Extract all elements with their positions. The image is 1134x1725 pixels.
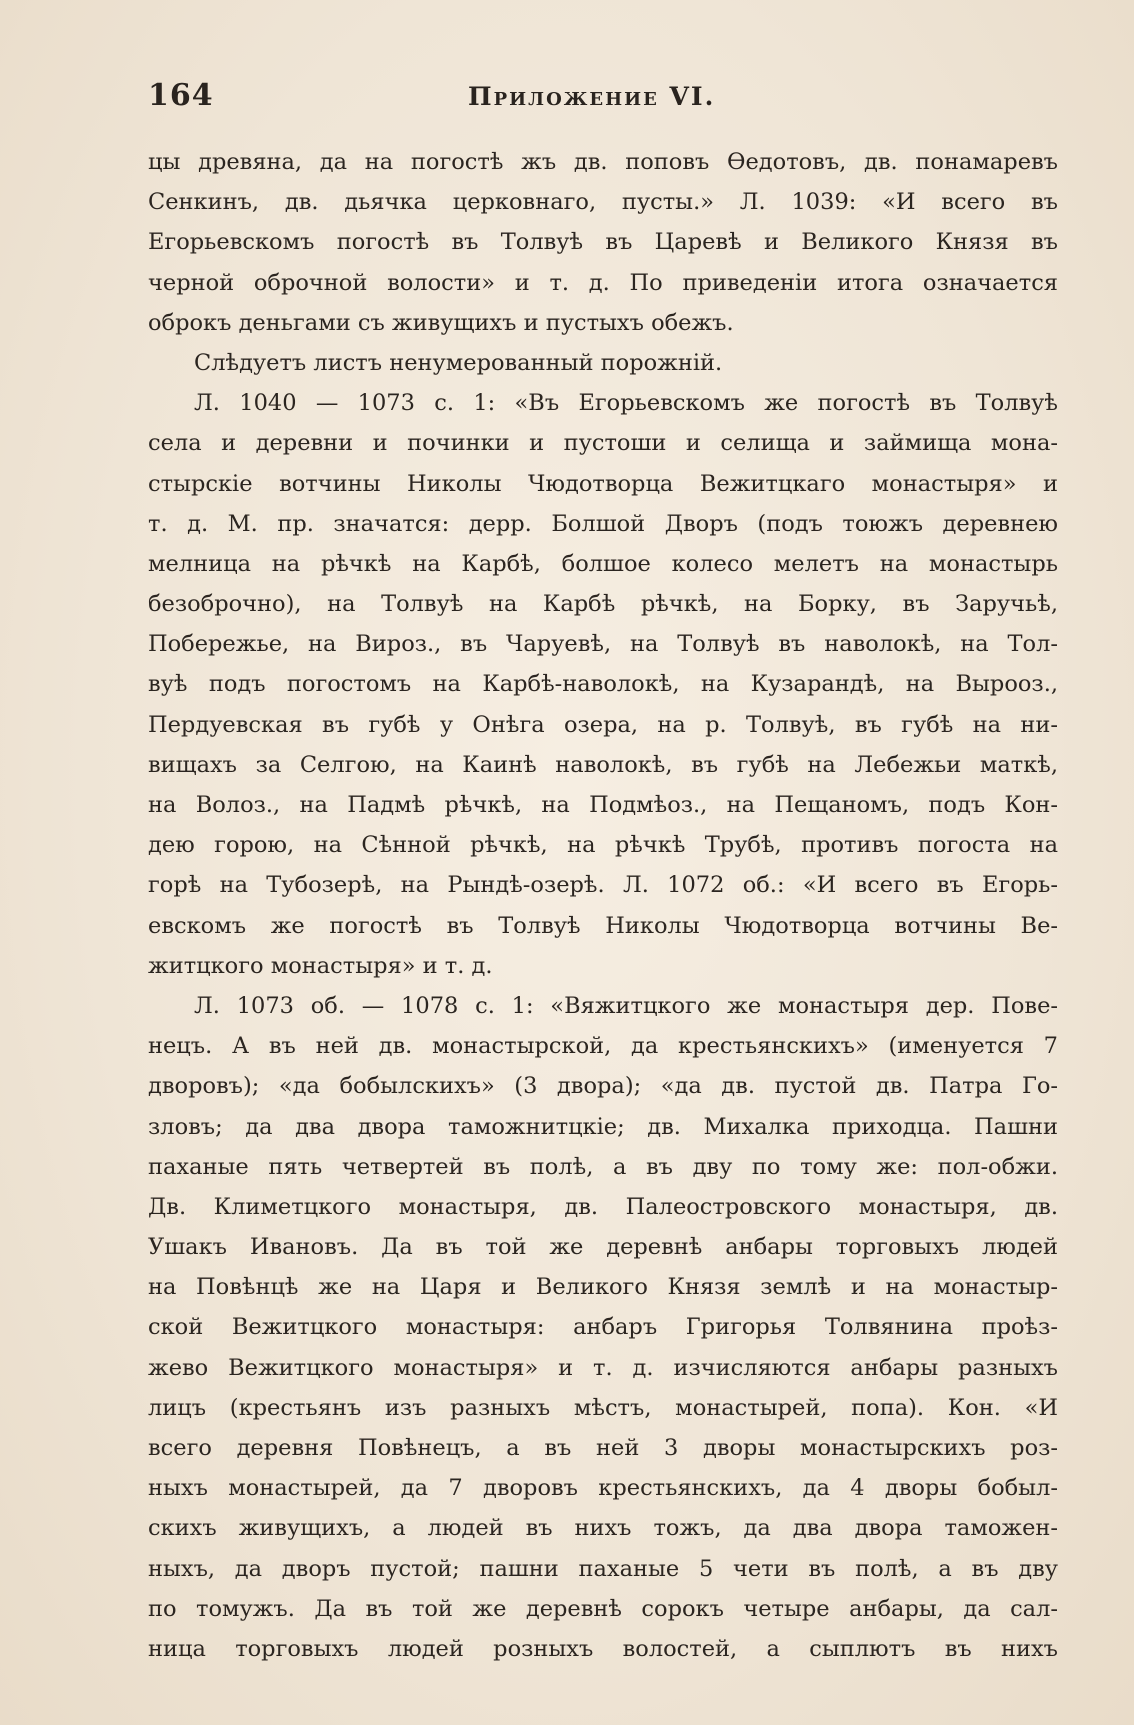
text-line: ныхъ, да дворъ пустой; пашни паханые 5 чети въ полѣ, а въ дву [148,1555,1058,1582]
page-header [148,78,1058,118]
text-line: мелница на рѣчкѣ на Карбѣ, болшое колесо мелетъ на монастырь [148,550,1058,577]
text-line: Сенкинъ, дв. дьячка церковнаго, пусты.» Л. 1039: «И всего въ [148,189,1058,216]
text-line: стырскіе вотчины Николы Чюдотворца Вежитцкаго монастыря» и [148,470,1058,497]
text-line: Дв. Климетцкого монастыря, дв. Палеостровского монастыря, дв. [148,1193,1058,1220]
text-line: зловъ; да два двора таможнитцкіе; дв. Михалка приходца. Пашни [148,1113,1058,1140]
text-line: Л. 1040 — 1073 с. 1: «Въ Егорьевскомъ же погостѣ въ Толвуѣ [194,390,1058,417]
text-line: Слѣдуетъ листъ ненумерованный порожній. [194,349,723,376]
text-line: вуѣ подъ погостомъ на Карбѣ-наволокѣ, на Кузарандѣ, на Вырооз., [148,671,1058,698]
text-line: цы древяна, да на погостѣ жъ дв. поповъ Ѳедотовъ, дв. понамаревъ [148,149,1058,175]
text-line: т. д. М. пр. значатся: дерр. Болшой Дворъ (подъ тоюжъ деревнею [148,510,1058,537]
text-line: горѣ на Тубозерѣ, на Рындѣ-озерѣ. Л. 1072 об.: «И всего въ Егорь- [148,872,1058,899]
text-line: оброкъ деньгами съ живущихъ и пустыхъ обежъ. [148,309,734,336]
text-line: Побережье, на Вироз., въ Чаруевѣ, на Толвуѣ въ наволокѣ, на Тол- [148,631,1058,658]
text-line: на Повѣнцѣ же на Царя и Великого Князя землѣ и на монастыр- [148,1274,1058,1301]
text-line: житцкого монастыря» и т. д. [148,952,493,979]
text-line: Л. 1073 об. — 1078 с. 1: «Вяжитцкого же монастыря дер. Пове- [194,992,1058,1019]
page-number: 164 [148,78,214,113]
text-line: лицъ (крестьянъ изъ разныхъ мѣстъ, монастырей, попа). Кон. «И [148,1394,1058,1421]
text-line: жево Вежитцкого монастыря» и т. д. изчисляются анбары разныхъ [148,1354,1058,1381]
text-line: села и деревни и починки и пустоши и селища и займища мона- [148,430,1058,457]
text-line: ница торговыхъ людей розныхъ волостей, а сыплютъ въ нихъ [148,1635,1058,1662]
text-line: по томужъ. Да въ той же деревнѣ сорокъ четыре анбары, да сал- [148,1595,1058,1622]
text-line: ской Вежитцкого монастыря: анбаръ Григорья Толвянина проѣз- [148,1314,1058,1341]
running-head: Приложение VI. [468,82,716,111]
text-line: ныхъ монастырей, да 7 дворовъ крестьянскихъ, да 4 дворы бобыл- [148,1475,1058,1502]
text-line: безоброчно), на Толвуѣ на Карбѣ рѣчкѣ, на Борку, въ Заручьѣ, [148,591,1058,618]
text-line: всего деревня Повѣнецъ, а въ ней 3 дворы монастырскихъ роз- [148,1435,1058,1461]
text-line: евскомъ же погостѣ въ Толвуѣ Николы Чюдотворца вотчины Ве- [148,912,1058,939]
text-line: скихъ живущихъ, а людей въ нихъ тожъ, да два двора таможен- [148,1515,1058,1542]
text-line: на Волоз., на Падмѣ рѣчкѣ, на Подмѣоз., на Пещаномъ, подъ Кон- [148,792,1058,818]
text-line: черной оброчной волости» и т. д. По приведеніи итога означается [148,269,1058,296]
text-line: вищахъ за Селгою, на Каинѣ наволокѣ, въ губѣ на Лебежьи маткѣ, [148,751,1058,778]
text-line: Ушакъ Ивановъ. Да въ той же деревнѣ анбары торговыхъ людей [148,1234,1058,1261]
text-line: Егорьевскомъ погостѣ въ Толвуѣ въ Царевѣ и Великого Князя въ [148,229,1058,256]
text-line: дворовъ); «да бобылскихъ» (3 двора); «да дв. пустой дв. Патра Го- [148,1073,1058,1100]
body-text [148,142,1058,1669]
text-line: дею горою, на Сѣнной рѣчкѣ, на рѣчкѣ Трубѣ, противъ погоста на [148,832,1058,859]
text-line: паханые пять четвертей въ полѣ, а въ дву по тому же: пол-обжи. [148,1153,1058,1180]
text-line: Пердуевская въ губѣ у Онѣга озера, на р. Толвуѣ, въ губѣ на ни- [148,711,1058,738]
text-line: нецъ. А въ ней дв. монастырской, да крестьянскихъ» (именуется 7 [148,1033,1058,1060]
